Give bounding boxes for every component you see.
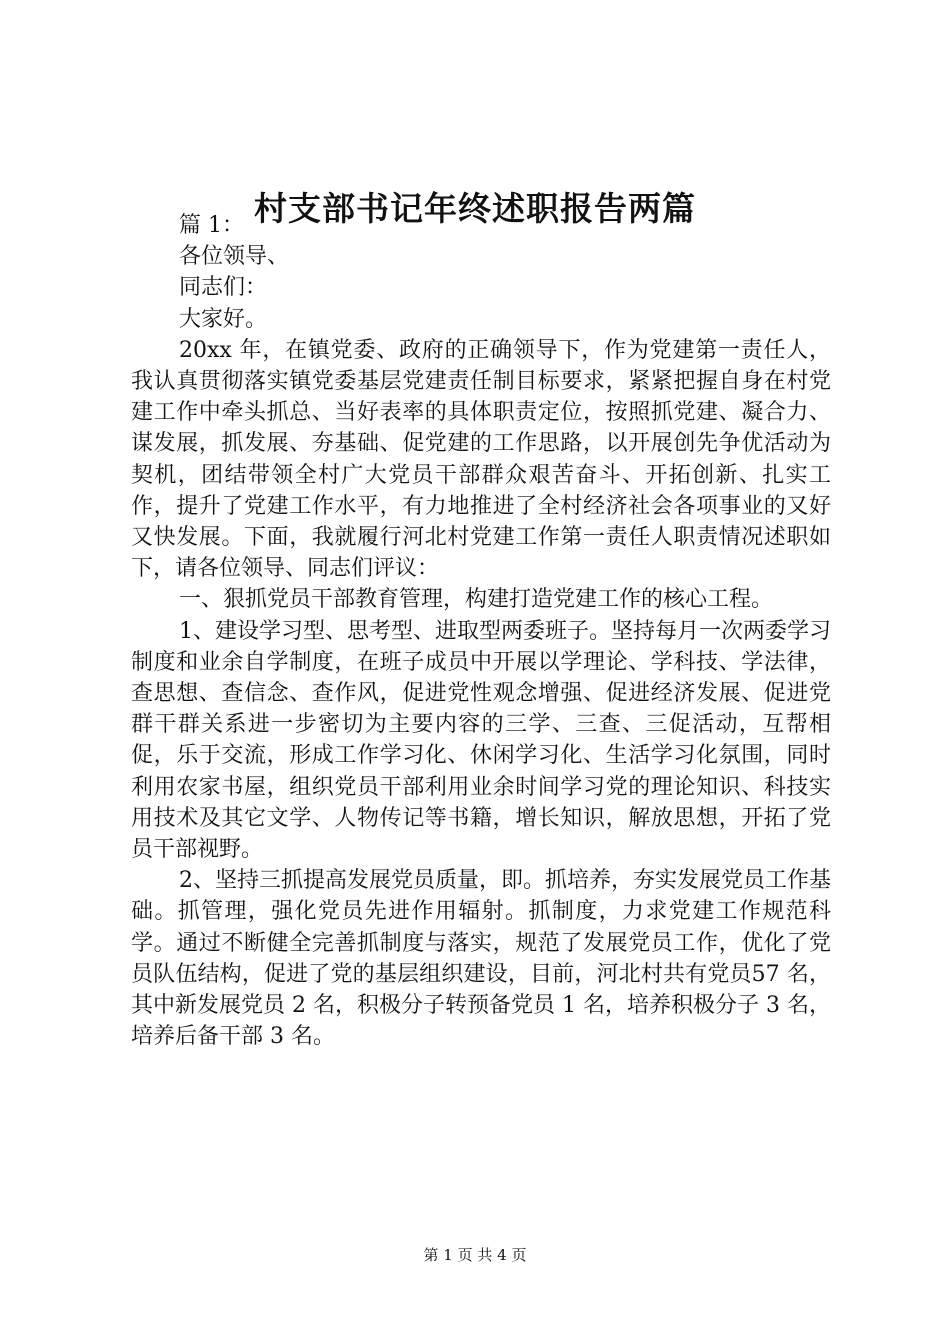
paragraph: 1、建设学习型、思考型、进取型两委班子。坚持每月一次两委学习制度和业余自学制度，在班子成员中开展以学理论、学科技、学法律，查思想、查信念、查作风，促进党性观念增强、促进经济发展、促进党群干群关系进一步密切为主要内容的三学、三查、三促活动，互帮相促，乐于交流，形成工作学习化、休闲学习化、生活学习化氛围，同时利用农家书屋，组织党员干部利用业余时间学习党的理论知识、科技实用技术及其它文学、人物传记等书籍，增长知识，解放思想，开拓了党员干部视野。 — [131, 618, 831, 863]
document-title: 村支部书记年终述职报告两篇 — [254, 189, 696, 228]
paragraph: 2、坚持三抓提高发展党员质量，即。抓培养，夯实发展党员工作基础。抓管理，强化党员先进作用辐射。抓制度，力求党建工作规范科学。通过不断健全完善抓制度与落实，规范了发展党员工作，优化了党员队伍结构，促进了党的基层组织建设，目前，河北村共有党员57 名，其中新发展党员 2 名，积极分子转预备党员 1 名，培养积极分子 3 名，培养后备干部 3 名。 — [131, 868, 831, 1050]
paragraph: 一、狠抓党员干部教育管理，构建打造党建工作的核心工程。 — [179, 587, 774, 613]
paragraph: 20xx 年，在镇党委、政府的正确领导下，作为党建第一责任人，我认真贯彻落实镇党委基层党建责任制目标要求，紧紧把握自身在村党建工作中牵头抓总、当好表率的具体职责定位，按照抓党建、凝合力、谋发展，抓发展、夯基础、促党建的工作思路，以开展创先争优活动为契机，团结带领全村广大党员干部群众艰苦奋斗、开拓创新、扎实工作，提升了党建工作水平，有力地推进了全村经济社会各项事业的又好又快发展。下面，我就履行河北村党建工作第一责任人职责情况述职如下，请各位领导、同志们评议： — [131, 337, 831, 582]
salutation-line: 同志们： — [179, 275, 268, 301]
greeting-line: 大家好。 — [179, 306, 268, 332]
salutation-line: 各位领导、 — [179, 244, 290, 270]
document-body — [131, 210, 831, 1052]
section-heading: 篇 1： — [179, 213, 244, 238]
page-footer: 第 1 页 共 4 页 — [423, 1246, 527, 1264]
